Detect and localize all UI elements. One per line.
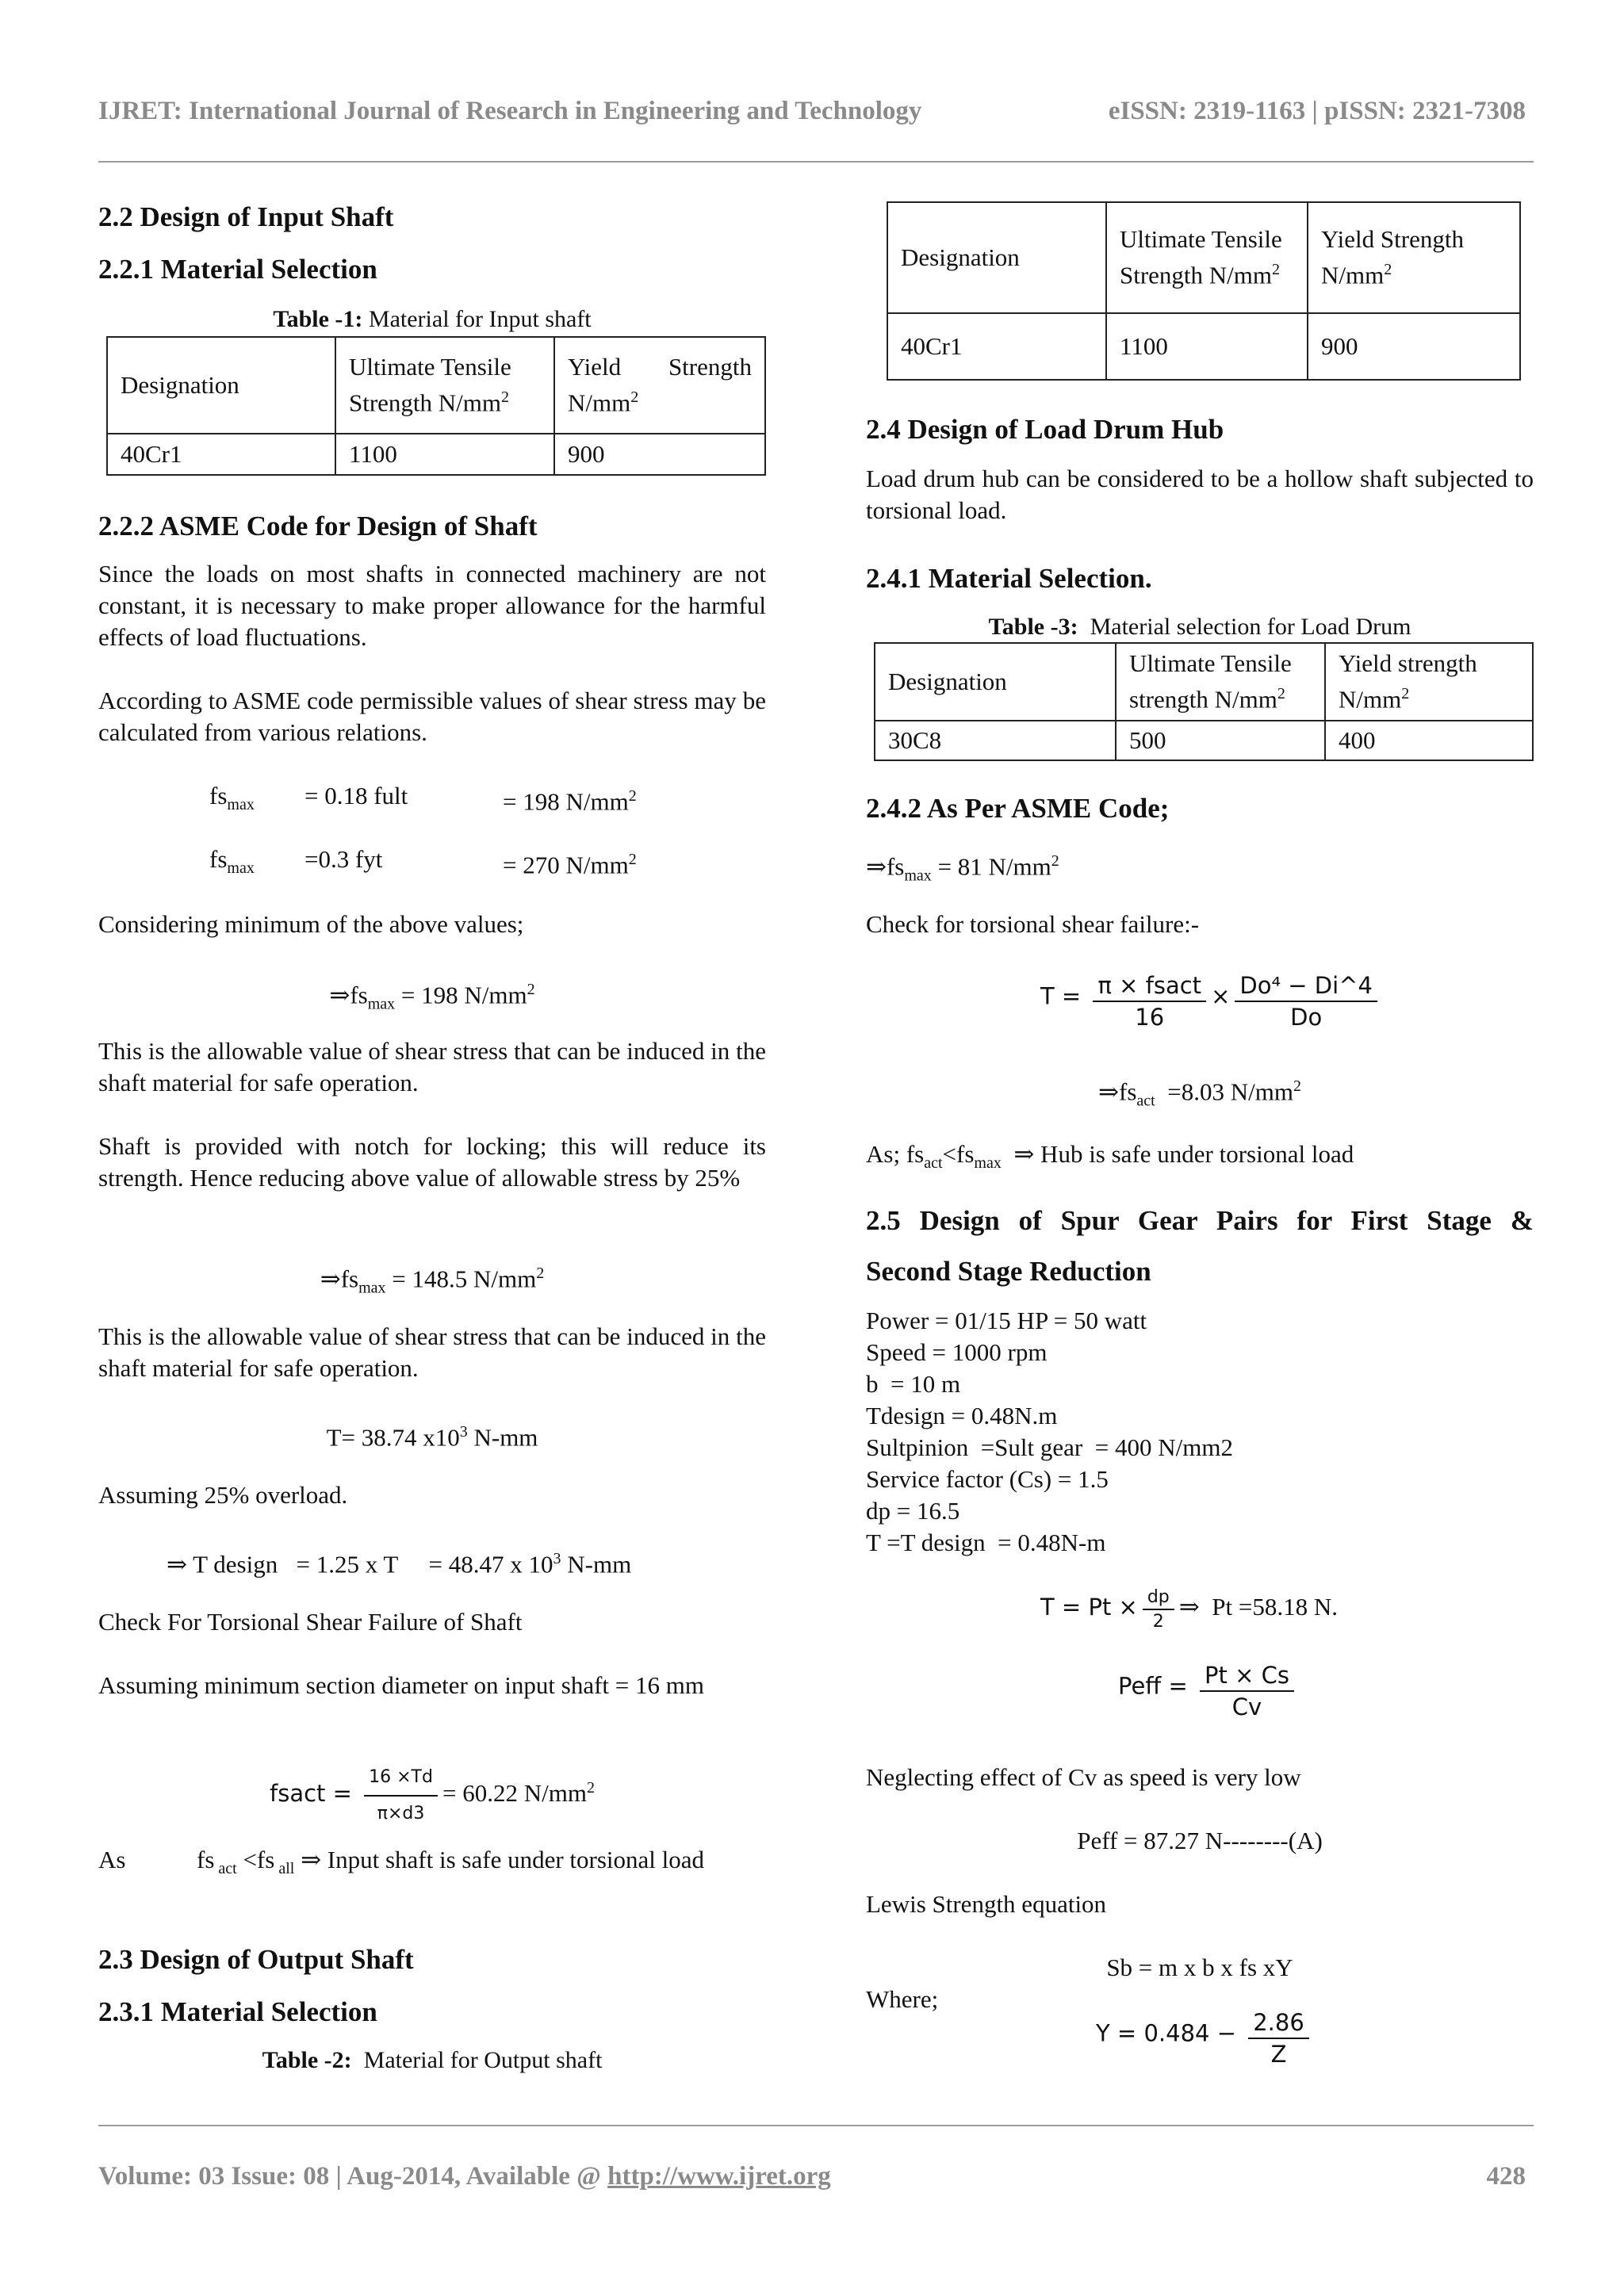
paragraph: This is the allowable value of shear stress that can be induced in the shaft material for safe operation. [98,1037,766,1096]
fraction: $\frac{2.86}{Z}$ [1248,2009,1309,2068]
table-header-cell: Yield strength $N/mm^2$ [1325,643,1533,721]
table-caption [98,304,766,335]
paragraph: Where; [866,1985,939,2013]
section-heading: 2.2 Design of Input Shaft [98,201,394,232]
equation: Sb = m x b x fs xY [1106,1954,1293,1981]
table-header-cell: Designation [107,337,335,434]
equation: Peff = 87.27 N--------(A) [1077,1827,1323,1854]
fraction: $\frac{Pt \times Cs}{Cv}$ [1200,1662,1294,1720]
equation: $\Rightarrow fs_{max} = 198$ $N/mm^2$ [329,981,535,1013]
table-label: Table -1: [273,306,363,332]
paragraph: Shaft is provided with notch for locking; this will reduce its strength. Hence reducing above value of allowable stress by 25% [98,1132,766,1192]
issn: eISSN: 2319-1163 | pISSN: 2321-7308 [1108,97,1526,125]
material-table [106,336,766,476]
list-item: dp = 16.5 [866,1497,960,1525]
table-caption [98,2045,766,2076]
equation: fsact = $\frac{16 \times Td}{\pi\times d3}$ = 60.22 $N/mm^2$ [270,1762,937,1830]
list-item: Tdesign = 0.48N.m [866,1402,1058,1429]
section-heading: 2.3.1 Material Selection [98,1996,377,2027]
table-cell: 900 [1308,313,1520,380]
table-header-cell: Ultimate Tensile strength $N/mm^2$ [1116,643,1325,721]
table-header-cell: Yield Strength $N/mm^2$ [1308,202,1520,313]
paragraph: Lewis Strength equation [866,1890,1107,1918]
table-cell: 30C8 [875,721,1116,760]
paragraph: Considering minimum of the above values; [98,910,524,938]
section-heading: 2.4 Design of Load Drum Hub [866,414,1224,445]
equation: $\Rightarrow fs_{max} = 81$ $N/mm^2$ [866,852,1059,885]
caption-text: Material selection for Load Drum [1078,614,1411,640]
paragraph: Since the loads on most shafts in connected machinery are not constant, it is necessary to make proper allowance for the harmful effects of load fluctuations. [98,560,766,651]
table-cell: 40Cr1 [107,434,335,475]
equation: $\Rightarrow fs_{max} = 148.5$ $N/mm^2$ [320,1265,545,1297]
section-heading: 2.5 Design of Spur Gear Pairs for First Stage & [866,1205,1534,1236]
list-item: b = 10 m [866,1370,961,1398]
section-heading: 2.4.1 Material Selection. [866,563,1152,594]
list-item: Sultpinion =Sult gear = 400 N/mm2 [866,1433,1233,1461]
journal-link[interactable]: http://www.ijret.org [607,2162,831,2191]
paragraph: Assuming 25% overload. [98,1481,348,1509]
page-number: 428 [1486,2162,1526,2191]
equation: ⇒ T design = 1.25 x T = 48.47 x $10^3$ N-mm [167,1550,632,1578]
table-header-cell: Ultimate Tensile Strength $N/mm^2$ [1106,202,1308,313]
fraction: $\frac{16 \times Td}{\pi\times d3}$ [364,1762,438,1830]
table-caption [866,612,1534,642]
paragraph: Load drum hub can be considered to be a hollow shaft subjected to torsional load. [866,465,1534,524]
paragraph: Check for torsional shear failure:- [866,910,1200,938]
table-header-cell: Designation [887,202,1106,313]
paragraph: Neglecting effect of Cv as speed is very low [866,1763,1301,1791]
equation: T = Pt × $\frac{dp}{2}$ ⇒ Pt =58.18 N. [1040,1587,1338,1632]
journal-title: IJRET: International Journal of Research in Engineering and Technology [98,97,922,125]
list-item: Speed = 1000 rpm [866,1338,1048,1366]
table-header-cell: Yield Strength $N/mm^2$ [554,337,765,434]
equation: $fs_{max}$ = 0.18 fult = 198 $N/mm^2$ [209,782,637,816]
table-cell: 900 [554,434,765,475]
list-item: T =T design = 0.48N-m [866,1529,1106,1556]
equation: $\Rightarrow fs_{act} =8.03$ $N/mm^2$ [1098,1077,1301,1110]
paragraph: According to ASME code permissible values of shear stress may be calculated from various relations. [98,687,766,746]
fraction: $\frac{\text{π × fsact}}{16}$ [1093,972,1206,1031]
table-label: Table -3: [988,614,1078,640]
table-cell: 500 [1116,721,1325,760]
table-cell: 1100 [335,434,554,475]
paragraph: This is the allowable value of shear stress that can be induced in the shaft material for safe operation. [98,1322,766,1382]
material-table [874,642,1534,761]
list-item: Power = 01/15 HP = 50 watt [866,1307,1147,1334]
section-heading: 2.3 Design of Output Shaft [98,1944,414,1975]
section-heading: Second Stage Reduction [866,1256,1151,1287]
equation: As fs $_{act}$ <fs $_{all}$ ⇒ Input shaft is safe under torsional load [98,1846,705,1878]
table-cell: 400 [1325,721,1533,760]
table-header-cell: Designation [875,643,1116,721]
paragraph: Assuming minimum section diameter on input shaft = 16 mm [98,1671,704,1699]
equation: $fs_{max}$ =0.3 fyt = 270 $N/mm^2$ [209,845,637,879]
equation: Y = 0.484 − $\frac{2.86}{Z}$ [1096,2009,1624,2068]
equation: As; $fs_{act}<fs_{max}$ ⇒ Hub is safe under torsional load [866,1140,1354,1173]
list-item: Service factor (Cs) = 1.5 [866,1465,1109,1493]
table-label: Table -2: [262,2047,352,2073]
fraction: $\frac{\text{Do⁴ − Di\textasciicircum{}4}}{Do}$ [1235,972,1377,1031]
fraction: $\frac{dp}{2}$ [1143,1587,1174,1632]
header-rule [98,161,1534,163]
volume-info: Volume: 03 Issue: 08 | Aug-2014, Available @ http://www.ijret.org [98,2162,831,2191]
equation: Peff = $\frac{Pt \times Cs}{Cv}$ [1118,1662,1624,1720]
section-heading: 2.4.2 As Per ASME Code; [866,793,1170,824]
section-heading: 2.2.1 Material Selection [98,254,377,285]
table-cell: 1100 [1106,313,1308,380]
table-cell: 40Cr1 [887,313,1106,380]
footer-rule [98,2125,1534,2126]
equation: T = $\frac{\text{π × fsact}}{16}$ × $\frac{\text{Do⁴ − Di\textasciicircum{}4}}{Do}$ [1040,972,1624,1031]
paragraph: Check For Torsional Shear Failure of Shaft [98,1608,523,1636]
equation: T= 38.74 $x10^3$ N-mm [326,1423,538,1452]
table-header-cell: Ultimate Tensile Strength $N/mm^2$ [335,337,554,434]
material-table [887,201,1521,381]
section-heading: 2.2.2 ASME Code for Design of Shaft [98,511,538,541]
caption-text: Material for Input shaft [362,306,592,332]
caption-text: Material for Output shaft [351,2047,603,2073]
parameter-list [866,1305,1534,1559]
